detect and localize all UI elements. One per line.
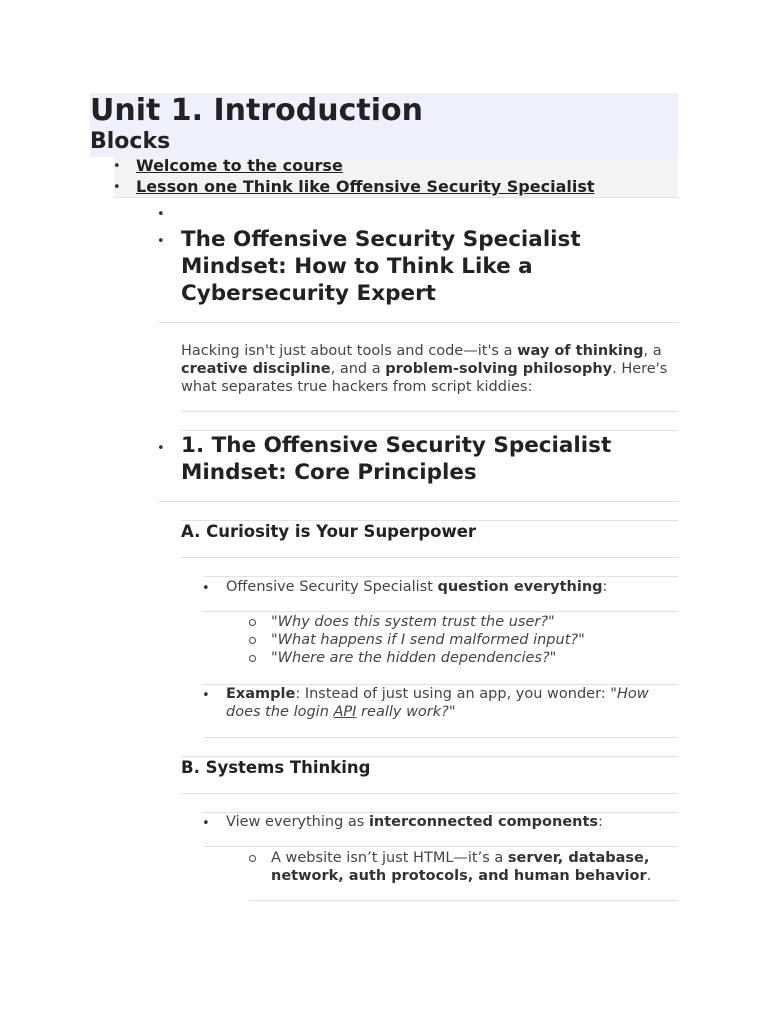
divider — [204, 611, 678, 612]
divider — [181, 557, 678, 558]
question-item: "What happens if I send malformed input?" — [271, 632, 585, 648]
divider — [158, 322, 678, 323]
nav-link-welcome[interactable]: Welcome to the course — [136, 156, 343, 175]
systems-bullet: View everything as interconnected components: — [226, 814, 603, 830]
divider — [204, 576, 678, 577]
curiosity-heading: A. Curiosity is Your Superpower — [181, 522, 477, 541]
example-bullet: Example: Instead of just using an app, you wonder: "How does the login API really work?" — [226, 686, 649, 720]
list-bullet: • — [202, 688, 210, 703]
nav-bullet: • — [113, 159, 121, 174]
blocks-heading: Blocks — [90, 129, 171, 154]
list-bullet: • — [202, 581, 210, 596]
divider — [204, 737, 678, 738]
sub-bullet-circle — [249, 655, 256, 662]
divider — [181, 756, 678, 757]
curiosity-bullet: Offensive Security Specialist question everything: — [226, 579, 608, 595]
divider — [114, 197, 678, 198]
divider — [181, 411, 678, 412]
divider — [249, 900, 678, 901]
systems-thinking-heading: B. Systems Thinking — [181, 758, 371, 777]
divider — [181, 520, 678, 521]
intro-paragraph: Hacking isn't just about tools and code—it's a way of thinking, a creative discipline, and a problem-solving philosophy. Here's what separates true hackers from script kiddies: — [181, 343, 668, 395]
api-link[interactable]: API — [333, 704, 357, 720]
divider — [158, 501, 678, 502]
divider — [204, 846, 678, 847]
sub-bullet-circle — [249, 855, 256, 862]
nav-link-lesson-one[interactable]: Lesson one Think like Offensive Security Specialist — [136, 177, 595, 196]
sub-bullet-circle — [249, 619, 256, 626]
divider — [181, 430, 678, 431]
empty-bullet: • — [157, 207, 165, 222]
sub-bullet-circle — [249, 637, 256, 644]
section-title: The Offensive Security Specialist Mindset: How to Think Like a Cybersecurity Expert — [181, 227, 581, 306]
nav-bullet: • — [113, 180, 121, 195]
website-sub-bullet: A website isn’t just HTML—it’s a server, database, network, auth protocols, and human behavior. — [271, 850, 652, 884]
core-principles-title: 1. The Offensive Security Specialist Mindset: Core Principles — [181, 433, 612, 485]
question-item: "Why does this system trust the user?" — [271, 614, 555, 630]
list-bullet: • — [202, 816, 210, 831]
core-bullet: • — [157, 441, 165, 456]
question-item: "Where are the hidden dependencies?" — [271, 650, 557, 666]
section-bullet: • — [157, 234, 165, 249]
divider — [181, 793, 678, 794]
unit-title: Unit 1. Introduction — [90, 93, 423, 128]
